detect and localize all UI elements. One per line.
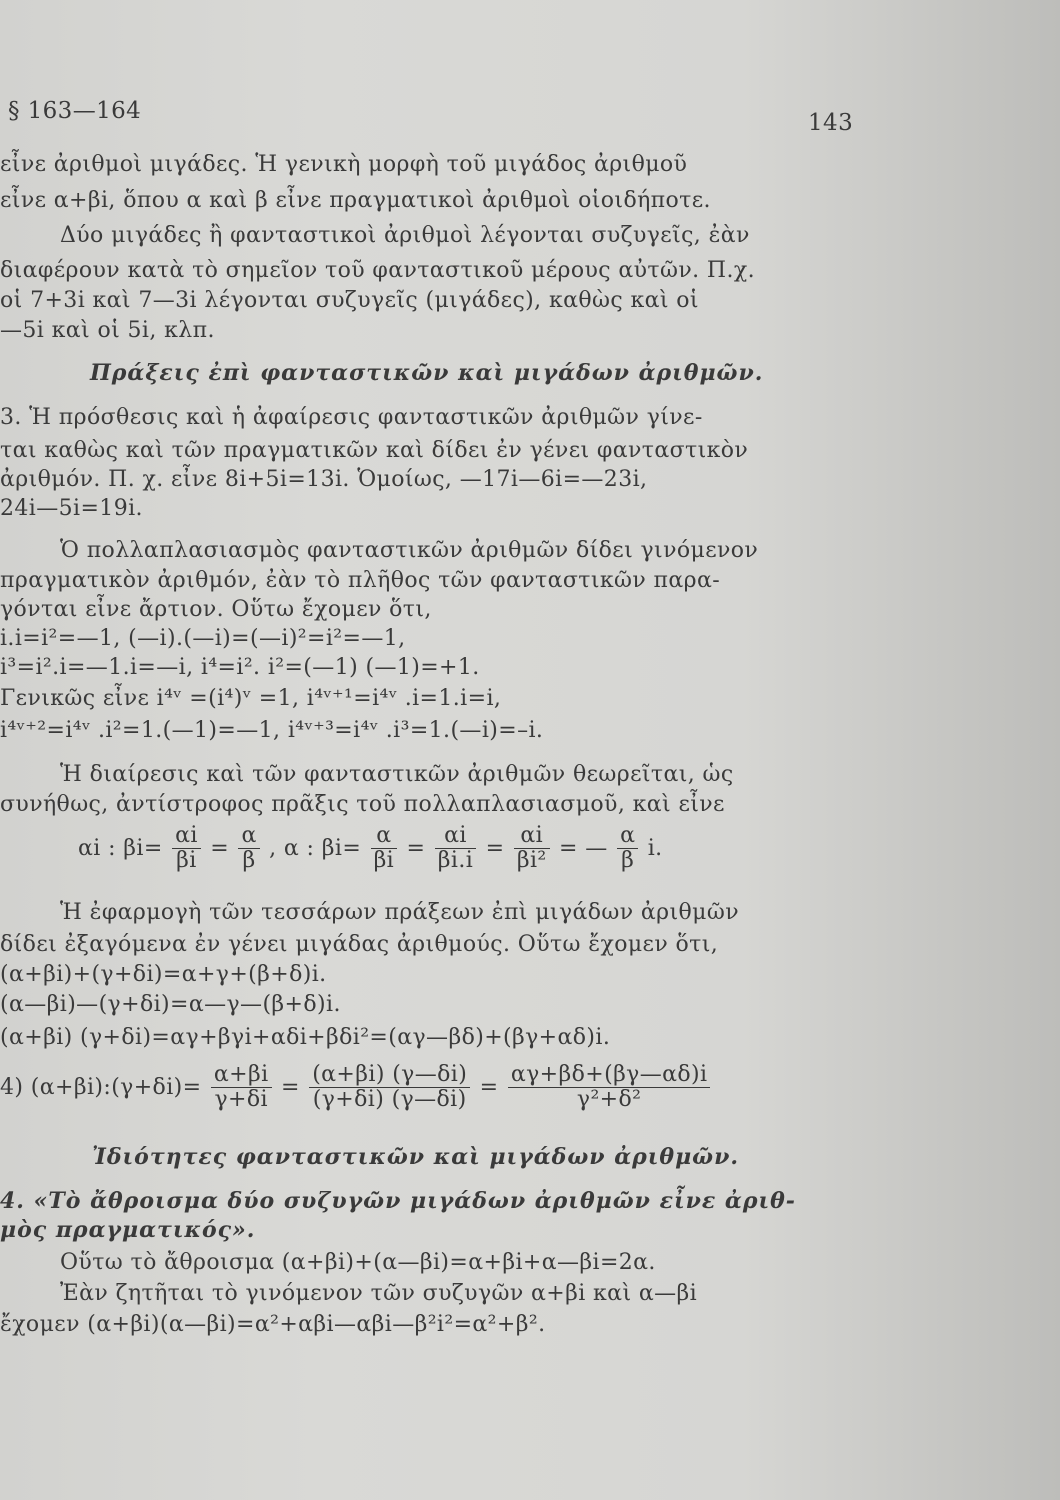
theorem-line: μὸς πραγματικός». [0,1217,256,1243]
text-line: οἱ 7+3i καὶ 7—3i λέγονται συζυγεῖς (μιγάδες), καθὼς καὶ οἱ [0,288,699,313]
text-line: εἶνε α+βi, ὅπου α καὶ β εἶνε πραγματικοὶ ἀριθμοὶ οἱοιδήποτε. [0,188,711,213]
text-line: Δύο μιγάδες ἢ φανταστικοὶ ἀριθμοὶ λέγονται συζυγεῖς, ἐὰν [60,223,750,248]
text-line: πραγματικὸν ἀριθμόν, ἐὰν τὸ πλῆθος τῶν φανταστικῶν παρα- [0,568,721,593]
text-line: εἶνε ἀριθμοὶ μιγάδες. Ἡ γενικὴ μορφὴ τοῦ μιγάδος ἀριθμοῦ [0,152,688,177]
text-line: —5i καὶ οἱ 5i, κλπ. [0,318,215,343]
text-line: ἀριθμόν. Π. χ. εἶνε 8i+5i=13i. Ὁμοίως, —17i—6i=—23i, [0,467,648,492]
text-line: 3. Ἡ πρόσθεσις καὶ ἡ ἀφαίρεσις φανταστικῶν ἀριθμῶν γίνε- [0,405,703,430]
page-number: 143 [808,110,854,136]
text-line: Ἡ διαίρεσις καὶ τῶν φανταστικῶν ἀριθμῶν θεωρεῖται, ὡς [60,762,734,787]
fraction: $\frac{\alpha i}{\beta i}$ [172,824,201,873]
fraction: $\frac{\alpha}{\beta i}$ [371,824,398,873]
formula-line: (α+βi)+(γ+δi)=α+γ+(β+δ)i. [0,962,327,987]
section-reference: § 163—164 [8,98,142,124]
fraction: $\frac{\alpha+\beta i}{\gamma+\delta i}$ [211,1063,272,1112]
division-formula: αi : βi= $\frac{\alpha i}{\beta i}$ = $\frac{\alpha}{\beta}$ , α : βi= $\frac{\alpha}{\beta i}$ = $\frac{\alpha i}{\beta i.i}$ = $\frac{\alpha i}{\text{βi²}}$ = — $\frac{\alpha}{\beta}$ i. [78,823,663,873]
text-line: δίδει ἐξαγόμενα ἐν γένει μιγάδας ἀριθμούς. Οὕτω ἔχομεν ὅτι, [0,932,719,957]
text-line: Ὁ πολλαπλασιασμὸς φανταστικῶν ἀριθμῶν δίδει γινόμενον [60,538,759,563]
section-heading: Πράξεις ἐπὶ φανταστικῶν καὶ μιγάδων ἀριθμῶν. [90,360,764,386]
theorem-line: 4. «Τὸ ἄθροισμα δύο συζυγῶν μιγάδων ἀριθμῶν εἶνε ἀριθ- [0,1188,796,1214]
formula-line: (α+βi) (γ+δi)=αγ+βγi+αδi+βδi²=(αγ—βδ)+(βγ+αδ)i. [0,1025,611,1050]
text-line: ἔχομεν (α+βi)(α—βi)=α²+αβi—αβi—β²i²=α²+β². [0,1312,546,1337]
text-line: Οὕτω τὸ ἄθροισμα (α+βi)+(α—βi)=α+βi+α—βi=2α. [60,1250,656,1275]
formula-line: i⁴ᵛ⁺²=i⁴ᵛ .i²=1.(—1)=—1, i⁴ᵛ⁺³=i⁴ᵛ .i³=1.(—i)=–i. [0,718,544,743]
text-line: γόνται εἶνε ἄρτιον. Οὕτω ἔχομεν ὅτι, [0,597,432,622]
formula-line: i³=i².i=—1.i=—i, i⁴=i². i²=(—1) (—1)=+1. [0,655,480,680]
fraction: $\frac{\alpha i}{\beta i.i}$ [435,824,476,873]
text-line: Ἡ ἐφαρμογὴ τῶν τεσσάρων πράξεων ἐπὶ μιγάδων ἀριθμῶν [60,900,739,925]
formula-line: Γενικῶς εἶνε i⁴ᵛ =(i⁴)ᵛ =1, i⁴ᵛ⁺¹=i⁴ᵛ .i=1.i=i, [0,686,502,711]
text-line: διαφέρουν κατὰ τὸ σημεῖον τοῦ φανταστικοῦ μέρους αὐτῶν. Π.χ. [0,258,756,283]
fraction: $\frac{\alpha}{\beta}$ [617,824,638,873]
text-line: Ἐὰν ζητῆται τὸ γινόμενον τῶν συζυγῶν α+βi καὶ α—βi [60,1281,698,1306]
text-line: 24i—5i=19i. [0,496,143,521]
text-line: ται καθὼς καὶ τῶν πραγματικῶν καὶ δίδει ἐν γένει φανταστικὸν [0,438,749,463]
quotient-formula: 4) (α+βi):(γ+δi)= $\frac{\alpha+\beta i}{\gamma+\delta i}$ = $\frac{(\alpha+\beta i) (\gamma—\delta i)}{(\gamma+\delta i) (\gamma—\delta i)}$ = $\frac{\alpha\gamma+\beta\delta+(\beta\gamma—\alpha\delta)i}{\text{γ²+δ²}}$ [0,1063,712,1112]
section-heading: Ἰδιότητες φανταστικῶν καὶ μιγάδων ἀριθμῶν. [92,1144,740,1170]
fraction: $\frac{\alpha i}{\text{βi²}}$ [514,824,550,873]
fraction: $\frac{\alpha\gamma+\beta\delta+(\beta\gamma—\alpha\delta)i}{\text{γ²+δ²}}$ [508,1063,711,1112]
fraction: $\frac{(\alpha+\beta i) (\gamma—\delta i)}{(\gamma+\delta i) (\gamma—\delta i)}$ [309,1063,470,1112]
formula-line: i.i=i²=—1, (—i).(—i)=(—i)²=i²=—1, [0,626,406,651]
text-line: συνήθως, ἀντίστροφος πρᾶξις τοῦ πολλαπλασιασμοῦ, καὶ εἶνε [0,792,725,817]
formula-line: (α—βi)—(γ+δi)=α—γ—(β+δ)i. [0,992,341,1017]
fraction: $\frac{\alpha}{\beta}$ [238,824,259,873]
